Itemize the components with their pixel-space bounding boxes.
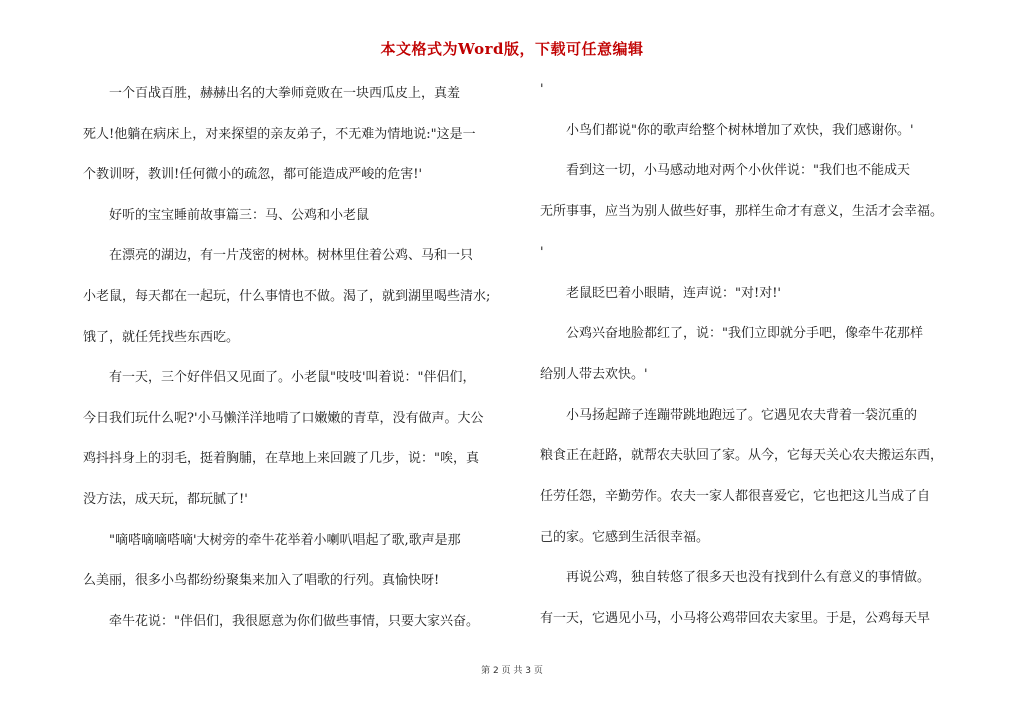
text-line: 小老鼠，每天都在一起玩，什么事情也不做。渴了，就到湖里喝些清水; — [83, 289, 491, 304]
text-line: 看到这一切，小马感动地对两个小伙伴说："我们也不能成天 — [540, 163, 910, 179]
text-line: 没方法，成天玩，都玩腻了!' — [83, 492, 248, 507]
text-line: 在漂亮的湖边，有一片茂密的树林。树林里住着公鸡、马和一只 — [83, 248, 474, 264]
text-line: 饿了，就任凭找些东西吃。 — [83, 329, 240, 345]
text-line: 死人!他躺在病床上，对来探望的亲友弟子，不无难为情地说:"这是一 — [83, 126, 476, 142]
text-line: 老鼠眨巴着小眼睛，连声说："对!对!' — [540, 285, 782, 301]
text-line: 粮食正在赶路，就帮农夫驮回了家。从今，它每天关心农夫搬运东西， — [540, 448, 944, 464]
text-line: ' — [540, 244, 544, 260]
text-line: 小鸟们都说"你的歌声给整个树林增加了欢快，我们感谢你。' — [540, 122, 914, 138]
text-line: 再说公鸡，独自转悠了很多天也没有找到什么有意义的事情做。 — [540, 570, 931, 586]
text-line: "嘀嗒嘀嘀嗒嘀'大树旁的牵牛花举着小喇叭唱起了歌,歌声是那 — [83, 532, 461, 548]
text-line: 有一天，它遇见小马，小马将公鸡带回农夫家里。于是，公鸡每天早 — [540, 611, 931, 627]
document-header-title: 本文格式为Word版，下载可任意编辑 — [380, 40, 644, 58]
text-line: 己的家。它感到生活很幸福。 — [540, 529, 710, 545]
text-line: 今日我们玩什么呢?'小马懒洋洋地啃了口嫩嫩的青草，没有做声。大公 — [83, 410, 484, 426]
text-line: 个教训呀，教训!任何微小的疏忽，都可能造成严峻的危害!' — [83, 167, 423, 183]
text-line: 鸡抖抖身上的羽毛，挺着胸脯，在草地上来回踱了几步，说："唉，真 — [83, 451, 479, 467]
text-line: 无所事事，应当为别人做些好事，那样生命才有意义，生活才会幸福。 — [540, 204, 944, 220]
text-line: 牵牛花说："伴侣们，我很愿意为你们做些事情，只要大家兴奋。 — [83, 613, 479, 629]
text-line: 好听的宝宝睡前故事篇三：马、公鸡和小老鼠 — [83, 207, 370, 223]
text-line: 小马扬起蹄子连蹦带跳地跑远了。它遇见农夫背着一袋沉重的 — [540, 407, 918, 423]
page-number-footer: 第 2 页 共 3 页 — [481, 666, 543, 676]
text-line: 一个百战百胜，赫赫出名的大拳师竟败在一块西瓜皮上，真羞 — [83, 86, 461, 101]
text-line: ' — [540, 82, 544, 97]
text-line: 有一天，三个好伴侣又见面了。小老鼠"吱吱'叫着说："伴侣们， — [83, 370, 476, 386]
text-line: 任劳任怨，辛勤劳作。农夫一家人都很喜爱它，它也把这儿当成了自 — [540, 489, 931, 504]
text-line: 么美丽，很多小鸟都纷纷聚集来加入了唱歌的行列。真愉快呀! — [83, 573, 440, 589]
text-line: 给别人带去欢快。' — [540, 366, 648, 382]
text-line: 公鸡兴奋地脸都红了，说："我们立即就分手吧，像牵牛花那样 — [540, 326, 923, 342]
